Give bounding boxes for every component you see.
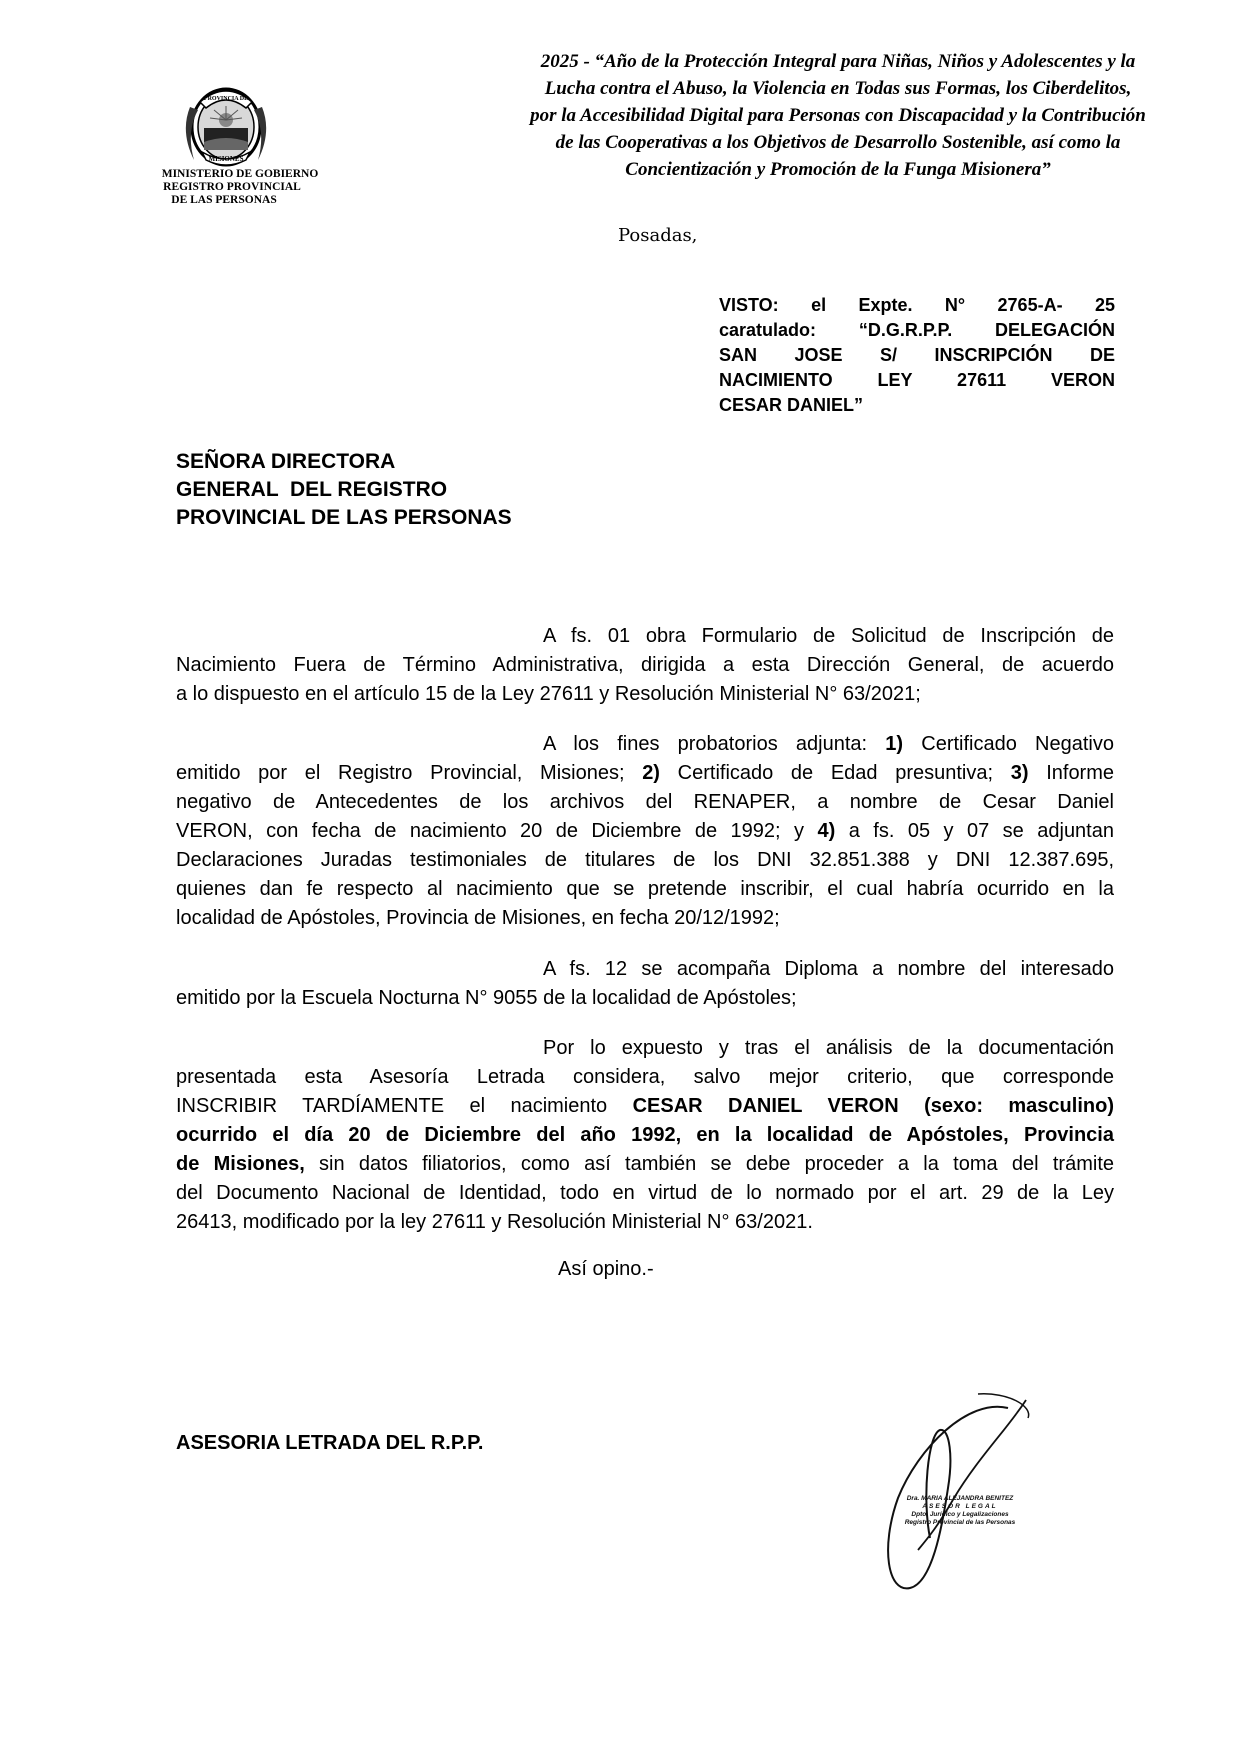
addressee: SEÑORA DIRECTORA GENERAL DEL REGISTRO PROVINCIAL DE LAS PERSONAS [176, 450, 512, 529]
stamp-line: ASESOR LEGAL [922, 1503, 998, 1510]
paragraph-4: Por lo expuesto y tras el análisis de la documentación presentada esta Asesoría Letrada considera, salvo mejor criterio, que corresponde INSCRIBIR TARDÍAMENTE el nacimiento CESAR DANIEL VERON (sexo: masculino) ocurrido el día 20 de Diciembre del año 1992, en la localidad de Apóstoles, Provincia de Misiones, sin datos filiatorios, como así también se debe proceder a la toma del trámite del Documento Nacional de Identidad, todo en virtud de lo normado por el art. 29 de la Ley 26413, modificado por la ley 27611 y Resolución Ministerial N° 63/2021. [176, 1037, 1115, 1233]
ministry-line: REGISTRO PROVINCIAL [163, 181, 301, 193]
stamp-line: Dpto. Jurídico y Legalizaciones [911, 1511, 1009, 1518]
svg-text:PROVINCIA DE: PROVINCIA DE [203, 96, 249, 102]
visto-block: VISTO: el Expte. N° 2765-A- 25 caratulado: “D.G.R.P.P. DELEGACIÓN SAN JOSE S/ INSCRIPCIÓN DE NACIMIENTO LEY 27611 VERON CESAR DANIEL” [719, 295, 1115, 415]
paragraph-1: A fs. 01 obra Formulario de Solicitud de Inscripción de Nacimiento Fuera de Término Administrativa, dirigida a esta Dirección General, de acuerdo a lo dispuesto en el artículo 15 de la Ley 27611 y Resolución Ministerial N° 63/2021; [176, 625, 1114, 705]
provincial-seal-logo [176, 72, 276, 172]
year-motto: 2025 - “Año de la Protección Integral para Niñas, Niños y Adolescentes y la Lucha contra el Abuso, la Violencia en Todas sus Formas, los Ciberdelitos, por la Accesibilidad Digital para Personas con Discapacidad y la Contribución de las Cooperativas a los Objetivos de Desarrollo Sostenible, así como la Concientización y Promoción de la Funga Misionera” [530, 51, 1146, 180]
paragraph-2: A los fines probatorios adjunta: 1) Certificado Negativo emitido por el Registro Provincial, Misiones; 2) Certificado de Edad presuntiva; 3) Informe negativo de Antecedentes de los archivos del RENAPER, a nombre de Cesar Daniel VERON, con fecha de nacimiento 20 de Diciembre de 1992; y 4) a fs. 05 y 07 se adjuntan Declaraciones Juradas testimoniales de titulares de los DNI 32.851.388 y DNI 12.387.695, quienes dan fe respecto al nacimiento que se pretende inscribir, el cual habría ocurrido en la localidad de Apóstoles, Provincia de Misiones, en fecha 20/12/1992; [176, 733, 1115, 929]
svg-text:MISIONES: MISIONES [208, 155, 244, 163]
signer-office: ASESORIA LETRADA DEL R.P.P. [176, 1432, 484, 1454]
ministry-line: DE LAS PERSONAS [171, 194, 277, 206]
stamp-line: Dra. MARIA ALEJANDRA BENITEZ [906, 1495, 1014, 1502]
stamp-line: Registro Provincial de las Personas [904, 1519, 1016, 1526]
place-date: Posadas, [618, 225, 698, 246]
closing-text: Así opino.- [558, 1258, 654, 1280]
ministry-line: MINISTERIO DE GOBIERNO [161, 168, 319, 180]
paragraph-3: A fs. 12 se acompaña Diploma a nombre del interesado emitido por la Escuela Nocturna N° 9055 de la localidad de Apóstoles; [176, 958, 1114, 1009]
